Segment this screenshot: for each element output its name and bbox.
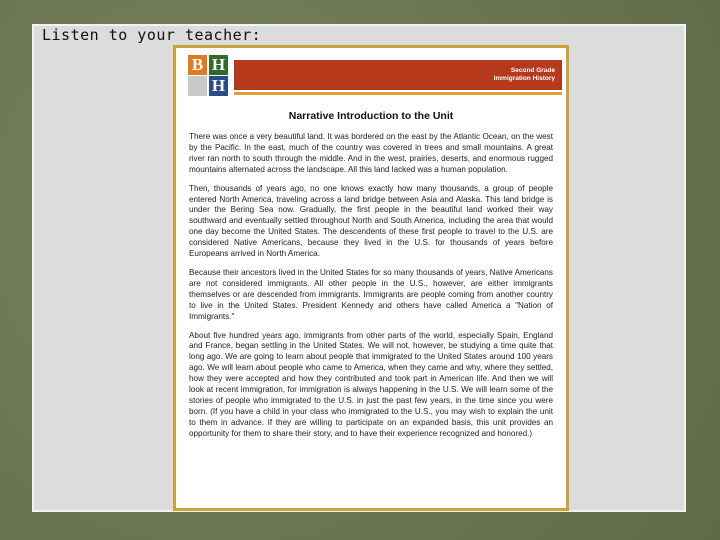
document-image <box>173 45 569 511</box>
banner-grade: Second Grade <box>510 67 555 74</box>
document-body <box>189 132 553 448</box>
paragraph-4: About five hundred years ago, immigrants from other parts of the world, especially Spain, England and France, began settling in the United States. We will not, however, be studying a time quite that long ago. We are going to learn about people that immigrated to the United States around 100 years ago. We will learn about people who came to America, when they came and why, where they settled, how they were accepted and how they contributed and took part in American life. And then we will look at recent immigration, for immigration is always happening in the U.S. We will learn some of the stories of people who immigrated to the U.S. in just the past few years, in the time since you were born. (If you have a child in your class who immigrated to the U.S., you may wish to explain the unit to them in advance. If they are willing to participate on an expanded basis, this unit provides an opportunity for them to share their story, and to have their experience recognized and honored.) <box>189 330 553 438</box>
logo-letter-b: B <box>188 55 207 75</box>
paragraph-2: Then, thousands of years ago, no one knows exactly how many thousands, a group of people entered North America, traveling across a land bridge between Asia and Alaska. This land bridge is under the Bering Sea now. Gradually, the first people in the beautiful land worked their way southward and eventually settled throughout North and South America, including the area that would one day become the United States. The descendents of these first people to travel to the U.S. are considered Native Americans, because they lived in the U.S. for thousands of years before Europeans arrived in North America. <box>189 183 553 259</box>
slide-heading: Listen to your teacher: <box>42 26 262 44</box>
document-title: Narrative Introduction to the Unit <box>288 110 454 122</box>
paragraph-1: There was once a very beautiful land. It was bordered on the east by the Atlantic Ocean, on the west by the Pacific. In the east, much of the country was covered in trees and small mountains. A great river ran north to south through the middle. And in the west, prairies, deserts, and enormous rugged mountains alternated across the landscape. All this land lacked was a human population. <box>189 132 553 174</box>
paragraph-3: Because their ancestors lived in the United States for so many thousands of years, Native Americans are not considered immigrants. All other people in the U.S., however, are either immigrants themselves or are descended from immigrants. Immigrants are people coming from another country to live in the United States. President Kennedy and others have called America a "Nation of Immigrants." <box>189 267 553 321</box>
header-rule <box>234 92 562 95</box>
logo-blank-cell <box>188 76 207 96</box>
header-banner <box>234 60 562 90</box>
logo-letter-h-bottom: H <box>209 76 228 96</box>
slide-panel <box>32 24 686 512</box>
logo-letter-h-top: H <box>209 55 228 75</box>
bhh-logo <box>188 55 230 99</box>
banner-subject: Immigration History <box>493 75 555 82</box>
